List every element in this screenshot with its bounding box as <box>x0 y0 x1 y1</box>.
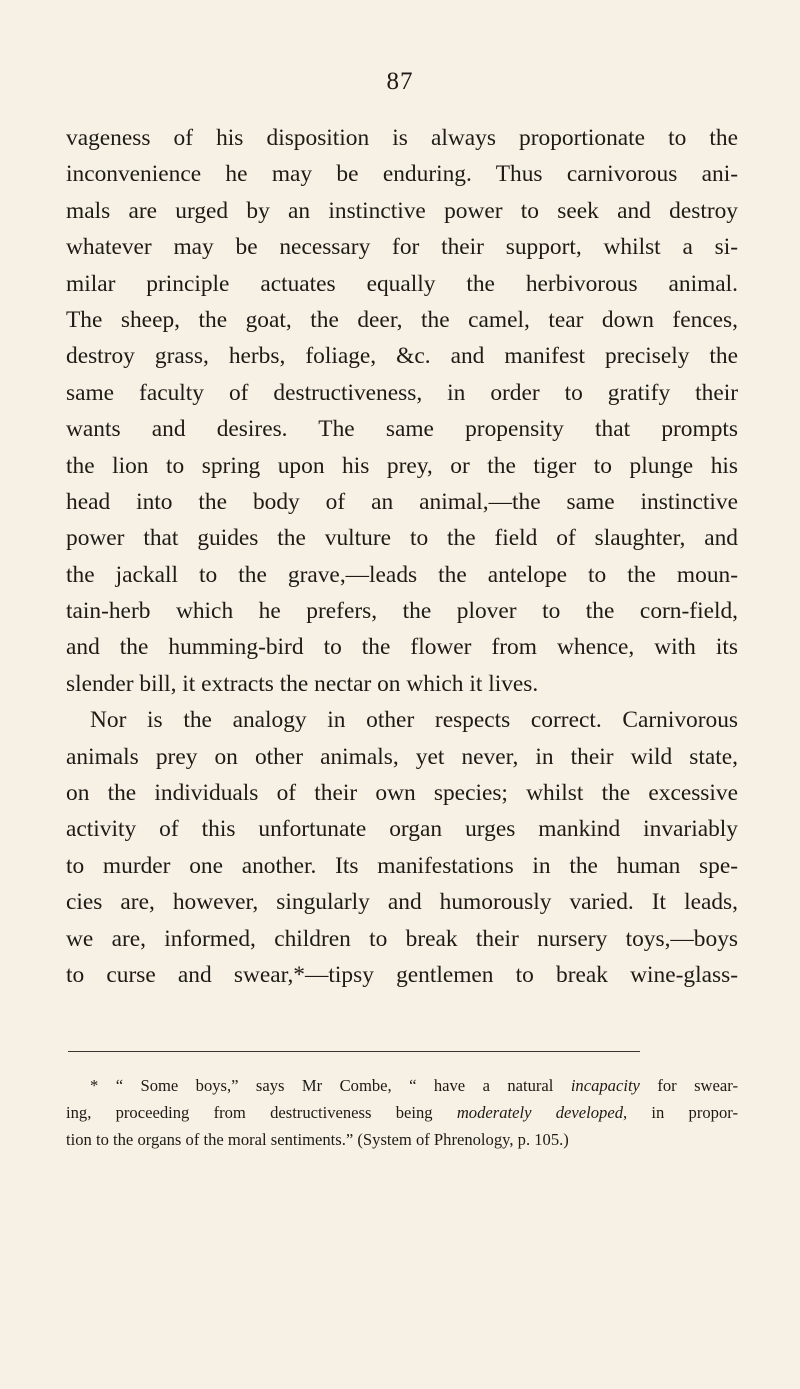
body-line: the lion to spring upon his prey, or the tiger to plunge his <box>66 452 738 479</box>
body-line: we are, informed, children to break their nursery toys,—boys <box>66 925 738 952</box>
body-line: head into the body of an animal,—the same instinctive <box>66 488 738 515</box>
footnote-line <box>66 1072 738 1099</box>
body-line: power that guides the vulture to the field of slaughter, and <box>66 525 738 552</box>
body-line: the jackall to the grave,—leads the antelope to the moun- <box>66 561 738 588</box>
body-line: to murder one another. Its manifestations in the human spe- <box>66 852 738 879</box>
body-line: on the individuals of their own species; whilst the excessive <box>66 780 738 807</box>
body-line: whatever may be necessary for their support, whilst a si- <box>66 234 738 261</box>
body-line: Nor is the analogy in other respects correct. Carnivorous <box>90 707 738 734</box>
body-line: wants and desires. The same propensity that prompts <box>66 416 738 443</box>
body-line: slender bill, it extracts the nectar on which it lives. <box>66 670 539 697</box>
page-number: 87 <box>386 68 414 95</box>
footnote-text: ing, proceeding from destructiveness being <box>66 1103 457 1122</box>
footnote-divider <box>68 1051 640 1052</box>
body-line: milar principle actuates equally the herbivorous animal. <box>66 270 738 297</box>
body-line: to curse and swear,*—tipsy gentlemen to break wine-glass- <box>66 961 738 988</box>
footnote-text: for swear- <box>639 1076 738 1095</box>
body-line: destroy grass, herbs, foliage, &c. and manifest precisely the <box>66 343 738 370</box>
footnote-italic: moderately developed <box>456 1103 623 1122</box>
body-line: activity of this unfortunate organ urges mankind invariably <box>66 816 738 843</box>
body-line: The sheep, the goat, the deer, the camel, tear down fences, <box>66 306 738 333</box>
footnote-text: , in propor- <box>623 1103 738 1122</box>
footnote-text: * “ Some boys,” says Mr Combe, “ have a natural <box>90 1076 571 1095</box>
body-line: mals are urged by an instinctive power to seek and destroy <box>66 197 738 224</box>
body-line: and the humming-bird to the flower from whence, with its <box>66 634 738 661</box>
body-line: vageness of his disposition is always proportionate to the <box>66 125 738 151</box>
body-text <box>66 120 738 993</box>
footnote-line <box>66 1099 738 1126</box>
body-line: animals prey on other animals, yet never, in their wild state, <box>66 743 738 770</box>
body-line: tain-herb which he prefers, the plover to the corn-field, <box>66 598 738 625</box>
body-line: inconvenience he may be enduring. Thus carnivorous ani- <box>66 161 738 188</box>
footnote-line: tion to the organs of the moral sentiments.” (System of Phrenology, p. 105.) <box>66 1130 569 1149</box>
body-line: cies are, however, singularly and humorously varied. It leads, <box>66 889 738 916</box>
footnote <box>66 1072 738 1153</box>
footnote-italic: incapacity <box>570 1076 640 1095</box>
body-line: same faculty of destructiveness, in order to gratify their <box>66 379 738 406</box>
